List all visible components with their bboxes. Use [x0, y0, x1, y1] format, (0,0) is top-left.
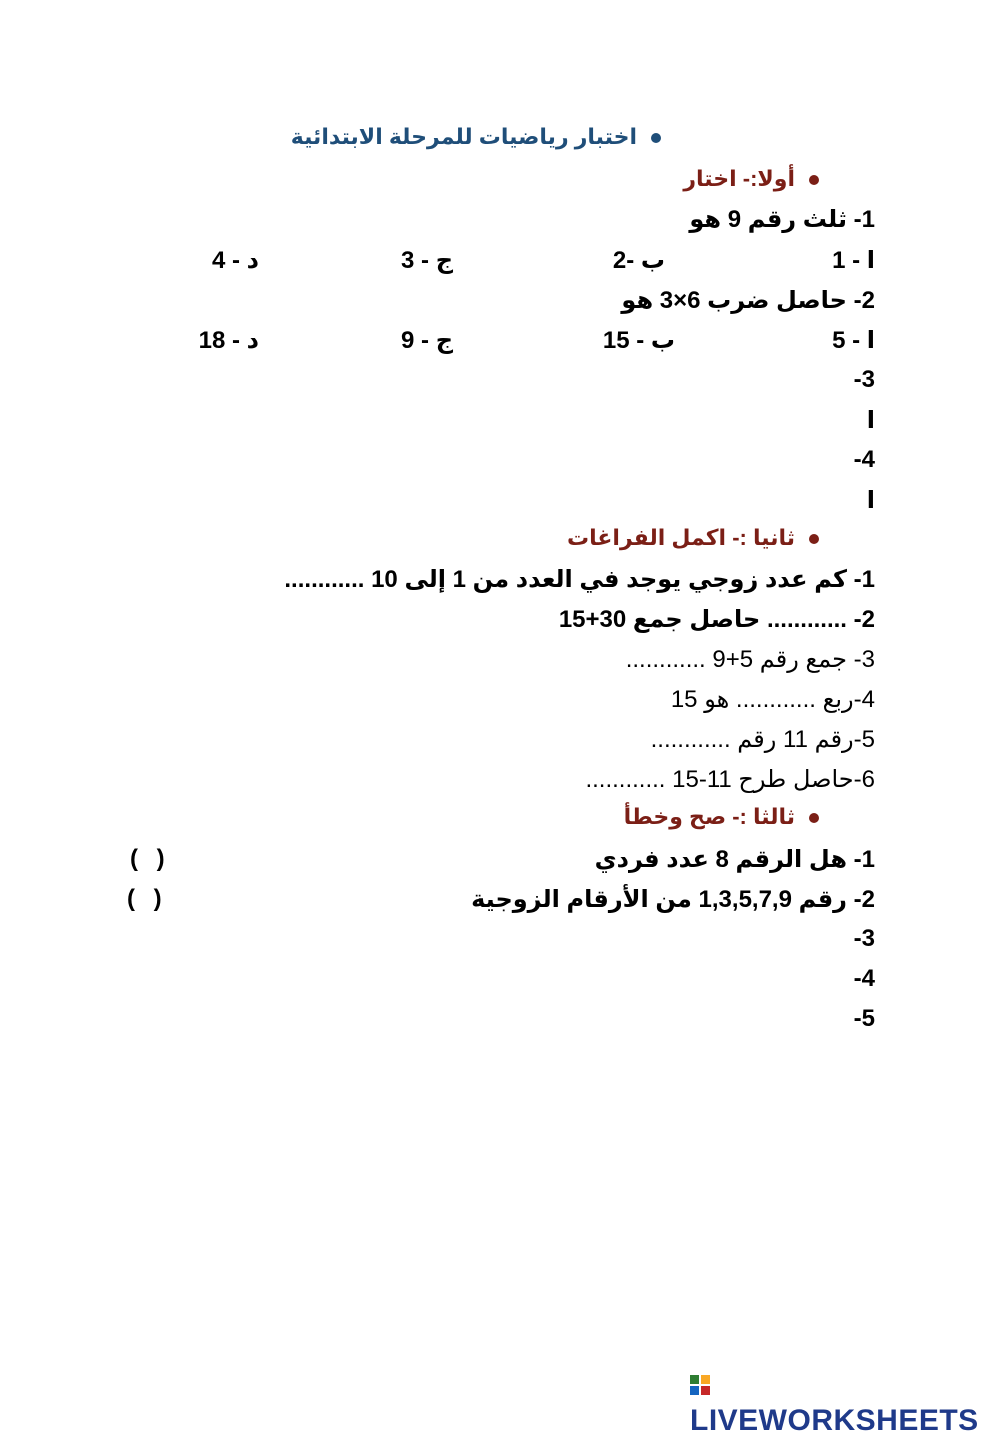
bullet-icon — [809, 534, 819, 544]
fill-blank-5[interactable]: 5-رقم 11 رقم ............ — [650, 726, 875, 753]
true-false-2: 2- رقم 1,3,5,7,9 من الأرقام الزوجية — [471, 886, 875, 913]
q1-option-a[interactable]: ا - 1 — [832, 247, 875, 274]
page-title: اختبار رياضيات للمرحلة الابتدائية — [291, 124, 661, 150]
q1-option-c[interactable]: ج - 3 — [401, 247, 453, 274]
q2-option-b[interactable]: ب - 15 — [602, 327, 675, 354]
bullet-icon — [809, 813, 819, 823]
q2-option-d[interactable]: د - 18 — [198, 327, 259, 354]
question-3-option: ا — [866, 407, 875, 434]
fill-blank-4[interactable]: 4-ربع ............ هو 15 — [670, 686, 875, 713]
true-false-4: -4 — [853, 965, 875, 992]
q1-option-b[interactable]: ب -2 — [612, 247, 665, 274]
bullet-icon — [809, 175, 819, 185]
section-1-heading: أولا:- اختار — [683, 166, 819, 192]
true-false-5: -5 — [853, 1005, 875, 1032]
fill-blank-6[interactable]: 6-حاصل طرح 11-15 ............ — [585, 766, 875, 793]
q2-option-a[interactable]: ا - 5 — [832, 327, 875, 354]
q2-option-c[interactable]: ج - 9 — [401, 327, 453, 354]
question-4: -4 — [853, 446, 875, 473]
liveworksheets-logo: LIVEWORKSHEETS — [690, 1370, 999, 1438]
q1-option-d[interactable]: د - 4 — [211, 247, 259, 274]
fill-blank-3[interactable]: 3- جمع رقم 5+9 ............ — [625, 646, 875, 673]
fill-blank-1[interactable]: 1- كم عدد زوجي يوجد في العدد من 1 إلى 10 ............ — [284, 566, 875, 593]
answer-box-1[interactable]: ( ) — [130, 845, 171, 872]
true-false-3: -3 — [853, 925, 875, 952]
section-2-heading: ثانيا :- اكمل الفراغات — [567, 525, 819, 551]
question-4-option: ا — [866, 487, 875, 514]
true-false-1: 1- هل الرقم 8 عدد فردي — [594, 846, 875, 873]
section-3-heading: ثالثا :- صح وخطأ — [624, 804, 819, 830]
bullet-icon — [651, 133, 661, 143]
logo-squares-icon — [690, 1375, 710, 1395]
question-2: 2- حاصل ضرب 6×3 هو — [621, 287, 875, 314]
answer-box-2[interactable]: ( ) — [127, 885, 168, 912]
fill-blank-2[interactable]: 2- ............ حاصل جمع 30+15 — [558, 606, 875, 633]
question-1: 1- ثلث رقم 9 هو — [689, 206, 875, 233]
question-3: -3 — [853, 366, 875, 393]
